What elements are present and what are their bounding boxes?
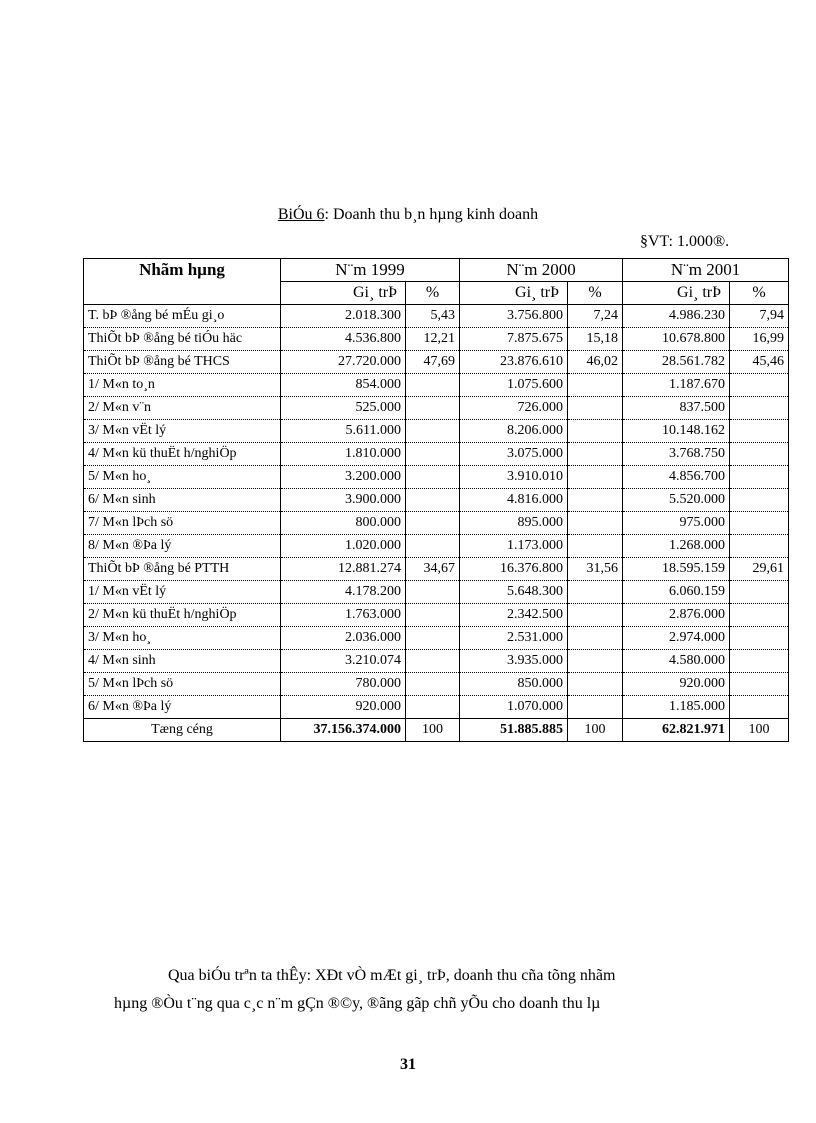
pct-2000: 31,56 [568,558,623,581]
pct-2001 [730,466,789,489]
value-2000: 1.075.600 [460,374,568,397]
value-2000: 1.173.000 [460,535,568,558]
row-name: ThiÕt bÞ ®ång bé THCS [84,351,281,374]
total-value-2001: 62.821.971 [623,719,730,742]
pct-1999: 47,69 [406,351,460,374]
pct-1999: 12,21 [406,328,460,351]
value-2001: 2.974.000 [623,627,730,650]
pct-2000 [568,466,623,489]
value-2001: 3.768.750 [623,443,730,466]
paragraph-line-2: hµng ®Òu t¨ng qua c¸c n¨m gÇn ®©y, ®ãng gãp chñ yÕu cho doanh thu lµ [114,995,601,1012]
caption-text: : Doanh thu b¸n hµng kinh doanh [324,206,539,223]
value-2000: 2.531.000 [460,627,568,650]
value-2001: 837.500 [623,397,730,420]
year-header-1999: N¨m 1999 [281,259,460,282]
row-name: 4/ M«n sinh [84,650,281,673]
table-header-row [84,259,789,282]
pct-2001 [730,535,789,558]
pct-2000 [568,627,623,650]
table-row [84,512,789,535]
value-2000: 3.910.010 [460,466,568,489]
pct-header: % [730,282,789,305]
pct-1999 [406,581,460,604]
pct-2000: 46,02 [568,351,623,374]
value-2000: 7.875.675 [460,328,568,351]
table-row [84,443,789,466]
table-row [84,604,789,627]
body-paragraph [114,962,755,1018]
row-name: 1/ M«n vËt lý [84,581,281,604]
row-name: 2/ M«n v¨n [84,397,281,420]
pct-2000: 7,24 [568,305,623,328]
row-name: 5/ M«n lÞch sö [84,673,281,696]
value-1999: 780.000 [281,673,406,696]
pct-2000 [568,673,623,696]
pct-2000 [568,604,623,627]
pct-2001 [730,420,789,443]
value-2000: 4.816.000 [460,489,568,512]
row-name: 8/ M«n ®Þa lý [84,535,281,558]
pct-1999 [406,420,460,443]
pct-2001 [730,673,789,696]
pct-1999 [406,443,460,466]
table-row [84,581,789,604]
value-2001: 2.876.000 [623,604,730,627]
value-2001: 10.678.800 [623,328,730,351]
table-row [84,351,789,374]
value-2001: 4.580.000 [623,650,730,673]
value-1999: 3.200.000 [281,466,406,489]
value-1999: 4.536.800 [281,328,406,351]
value-2001: 4.856.700 [623,466,730,489]
pct-1999: 34,67 [406,558,460,581]
pct-1999 [406,604,460,627]
value-2001: 10.148.162 [623,420,730,443]
pct-2001 [730,627,789,650]
table-row [84,420,789,443]
value-1999: 1.763.000 [281,604,406,627]
pct-2001 [730,512,789,535]
value-header: Gi¸ trÞ [460,282,568,305]
value-1999: 5.611.000 [281,420,406,443]
row-name: T. bÞ ®ång bé mÉu gi¸o [84,305,281,328]
pct-2000 [568,397,623,420]
total-value-1999: 37.156.374.000 [281,719,406,742]
unit-label: §VT: 1.000®. [640,233,730,250]
value-2000: 726.000 [460,397,568,420]
table-row [84,673,789,696]
value-2000: 3.075.000 [460,443,568,466]
table-row [84,466,789,489]
value-1999: 1.020.000 [281,535,406,558]
pct-2000 [568,512,623,535]
value-2000: 23.876.610 [460,351,568,374]
pct-1999 [406,535,460,558]
row-name: 6/ M«n ®Þa lý [84,696,281,719]
total-label: Tæng céng [84,719,281,742]
value-2001: 28.561.782 [623,351,730,374]
table-row [84,328,789,351]
value-1999: 3.210.074 [281,650,406,673]
table-row [84,489,789,512]
pct-header: % [406,282,460,305]
value-2000: 895.000 [460,512,568,535]
pct-2001: 29,61 [730,558,789,581]
table-row [84,696,789,719]
row-name: ThiÕt bÞ ®ång bé tiÓu häc [84,328,281,351]
pct-1999 [406,466,460,489]
pct-2000 [568,581,623,604]
pct-2000 [568,420,623,443]
table-row [84,627,789,650]
value-1999: 854.000 [281,374,406,397]
value-2001: 1.185.000 [623,696,730,719]
value-2000: 850.000 [460,673,568,696]
year-header-2001: N¨m 2001 [623,259,789,282]
row-name: 7/ M«n lÞch sö [84,512,281,535]
pct-2000 [568,650,623,673]
value-1999: 4.178.200 [281,581,406,604]
pct-2001 [730,397,789,420]
pct-1999 [406,650,460,673]
pct-2001 [730,374,789,397]
total-value-2000: 51.885.885 [460,719,568,742]
value-1999: 12.881.274 [281,558,406,581]
value-header: Gi¸ trÞ [281,282,406,305]
pct-2000 [568,489,623,512]
pct-1999 [406,512,460,535]
row-name: 6/ M«n sinh [84,489,281,512]
value-1999: 920.000 [281,696,406,719]
value-2000: 3.756.800 [460,305,568,328]
pct-2001 [730,650,789,673]
row-name: 1/ M«n to¸n [84,374,281,397]
pct-1999 [406,627,460,650]
caption-label: BiÓu 6 [277,206,325,223]
pct-2001: 16,99 [730,328,789,351]
value-header: Gi¸ trÞ [623,282,730,305]
value-2001: 975.000 [623,512,730,535]
paragraph-line-1: Qua biÓu trªn ta thÊy: XÐt vÒ mÆt gi¸ trÞ, doanh thu cña tõng nhãm [168,967,616,984]
value-2000: 1.070.000 [460,696,568,719]
row-name: 2/ M«n kü thuËt h/nghiÖp [84,604,281,627]
revenue-table [83,258,789,742]
value-1999: 1.810.000 [281,443,406,466]
pct-1999 [406,696,460,719]
pct-2000 [568,535,623,558]
value-2001: 5.520.000 [623,489,730,512]
table-row [84,650,789,673]
pct-2001 [730,489,789,512]
pct-2001 [730,443,789,466]
value-2000: 8.206.000 [460,420,568,443]
value-1999: 525.000 [281,397,406,420]
value-2000: 2.342.500 [460,604,568,627]
pct-1999 [406,673,460,696]
row-name: 5/ M«n ho¸ [84,466,281,489]
value-1999: 2.036.000 [281,627,406,650]
table-row [84,305,789,328]
value-2000: 5.648.300 [460,581,568,604]
pct-2001: 7,94 [730,305,789,328]
row-name: 4/ M«n kü thuËt h/nghiÖp [84,443,281,466]
value-2001: 920.000 [623,673,730,696]
pct-1999: 5,43 [406,305,460,328]
value-2001: 18.595.159 [623,558,730,581]
pct-1999 [406,489,460,512]
total-row [84,719,789,742]
pct-header: % [568,282,623,305]
pct-2000 [568,443,623,466]
pct-2000: 15,18 [568,328,623,351]
table-row [84,397,789,420]
value-1999: 800.000 [281,512,406,535]
pct-2001 [730,696,789,719]
pct-1999 [406,374,460,397]
value-2001: 6.060.159 [623,581,730,604]
product-group-header: Nhãm hµng [84,259,281,305]
table-row [84,374,789,397]
value-1999: 2.018.300 [281,305,406,328]
pct-1999 [406,397,460,420]
pct-2001 [730,581,789,604]
row-name: 3/ M«n ho¸ [84,627,281,650]
pct-2001: 45,46 [730,351,789,374]
value-2000: 16.376.800 [460,558,568,581]
value-2001: 4.986.230 [623,305,730,328]
row-name: ThiÕt bÞ ®ång bé PTTH [84,558,281,581]
total-pct-2001: 100 [730,719,789,742]
table-row [84,535,789,558]
total-pct-1999: 100 [406,719,460,742]
table-caption [0,206,816,224]
pct-2001 [730,604,789,627]
value-2001: 1.187.670 [623,374,730,397]
value-1999: 27.720.000 [281,351,406,374]
value-2001: 1.268.000 [623,535,730,558]
total-pct-2000: 100 [568,719,623,742]
table-row [84,558,789,581]
row-name: 3/ M«n vËt lý [84,420,281,443]
pct-2000 [568,374,623,397]
year-header-2000: N¨m 2000 [460,259,623,282]
value-1999: 3.900.000 [281,489,406,512]
pct-2000 [568,696,623,719]
page-number: 31 [400,1056,416,1073]
value-2000: 3.935.000 [460,650,568,673]
